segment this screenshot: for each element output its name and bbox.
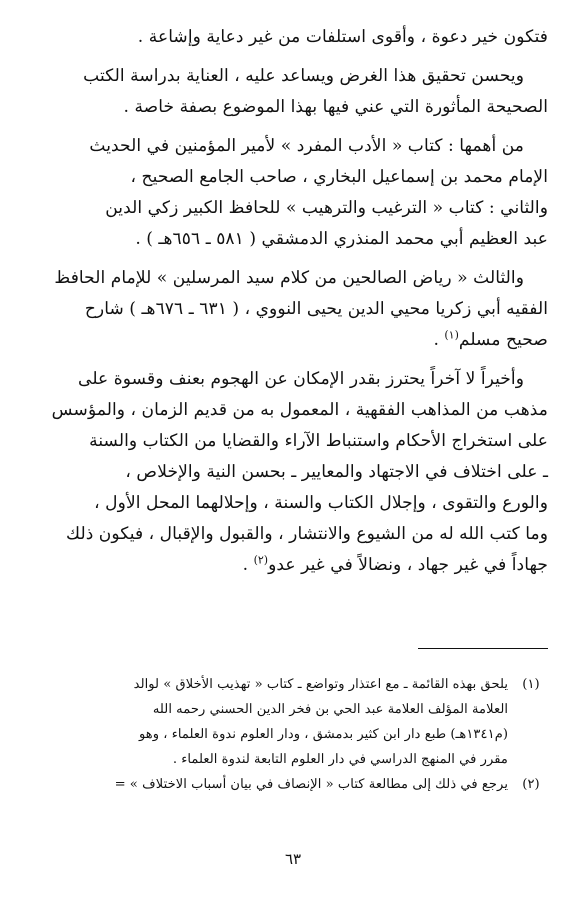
text-line: على استخراج الأحكام واستنباط الآراء والقضايا من الكتاب والسنة — [89, 431, 548, 451]
paragraph-1 — [38, 22, 548, 53]
footnote-line: مقرر في المنهج الدراسي في دار العلوم التابعة لندوة العلماء . — [172, 752, 508, 767]
book-page — [38, 22, 548, 882]
footnote-line: (م١٣٤١هـ) طبع دار ابن كثير بدمشق ، ودار العلوم ندوة العلماء ، وهو — [138, 727, 508, 742]
text-line: الإمام محمد بن إسماعيل البخاري ، صاحب الجامع الصحيح ، — [130, 167, 548, 187]
paragraph-3 — [38, 131, 548, 255]
text-line: والثالث « رياض الصالحين من كلام سيد المرسلين » للإمام الحافظ — [54, 268, 524, 288]
page-number: ٦٣ — [284, 850, 302, 868]
text-line: مذهب من المذاهب الفقهية ، المعمول به من قديم الزمان ، والمؤسس — [51, 400, 548, 420]
footnote-1 — [38, 672, 548, 772]
footnote-2 — [38, 772, 548, 797]
text-line: ـ على اختلاف في الاجتهاد والمعايير ـ بحسن النية والإخلاص ، — [125, 462, 548, 482]
text-line: ويحسن تحقيق هذا الغرض ويساعد عليه ، العناية بدراسة الكتب — [83, 66, 524, 86]
footnote-reference-2[interactable]: (٢) — [253, 553, 269, 567]
footnote-separator — [418, 648, 548, 649]
footnote-number: (١) — [522, 677, 540, 692]
text-line: من أهمها : كتاب « الأدب المفرد » لأمير المؤمنين في الحديث — [89, 136, 524, 156]
text-line: والورع والتقوى ، وإجلال الكتاب والسنة ، وإحلالهما المحل الأول ، — [94, 493, 548, 513]
text-line: وما كتب الله له من الشيوع والانتشار ، والقبول والإقبال ، فيكون ذلك — [65, 524, 548, 544]
paragraph-2 — [38, 61, 548, 123]
footnote-reference-1[interactable]: (١) — [444, 328, 459, 342]
text-line: والثاني : كتاب « الترغيب والترهيب » للحافظ الكبير زكي الدين — [105, 198, 548, 218]
footnote-line: العلامة المؤلف العلامة عبد الحي بن فخر الدين الحسني رحمه الله — [152, 702, 508, 717]
footnotes — [38, 672, 548, 797]
text-line: عبد العظيم أبي محمد المنذري الدمشقي ( ٥٨١ ـ ٦٥٦هـ ) . — [135, 229, 548, 249]
text-fragment: . — [433, 330, 445, 350]
footnote-line: يرجع في ذلك إلى مطالعة كتاب « الإنصاف في بيان أسباب الاختلاف » = — [114, 777, 508, 792]
text-line — [38, 550, 548, 581]
text-line: وأخيراً لا آخراً يحترز بقدر الإمكان عن الهجوم بعنف وقسوة على — [78, 369, 524, 389]
text-line: الصحيحة المأثورة التي عني فيها بهذا الموضوع بصفة خاصة . — [123, 97, 548, 117]
main-text — [38, 22, 548, 581]
paragraph-5 — [38, 364, 548, 581]
footnote-number: (٢) — [522, 777, 540, 792]
text-fragment: صحيح مسلم — [458, 330, 548, 350]
text-line: فتكون خير دعوة ، وأقوى استلفات من غير دعاية وإشاعة . — [137, 27, 548, 47]
text-line — [38, 325, 548, 356]
text-fragment: . — [242, 555, 254, 575]
footnote-line: يلحق بهذه القائمة ـ مع اعتذار وتواضع ـ كتاب « تهذيب الأخلاق » لوالد — [133, 677, 508, 692]
text-fragment: جهاداً في غير جهاد ، ونضالاً في غير عدو — [268, 555, 548, 575]
text-line: الفقيه أبي زكريا محيي الدين يحيى النووي ، ( ٦٣١ ـ ٦٧٦هـ ) شارح — [84, 299, 548, 319]
paragraph-4 — [38, 263, 548, 356]
